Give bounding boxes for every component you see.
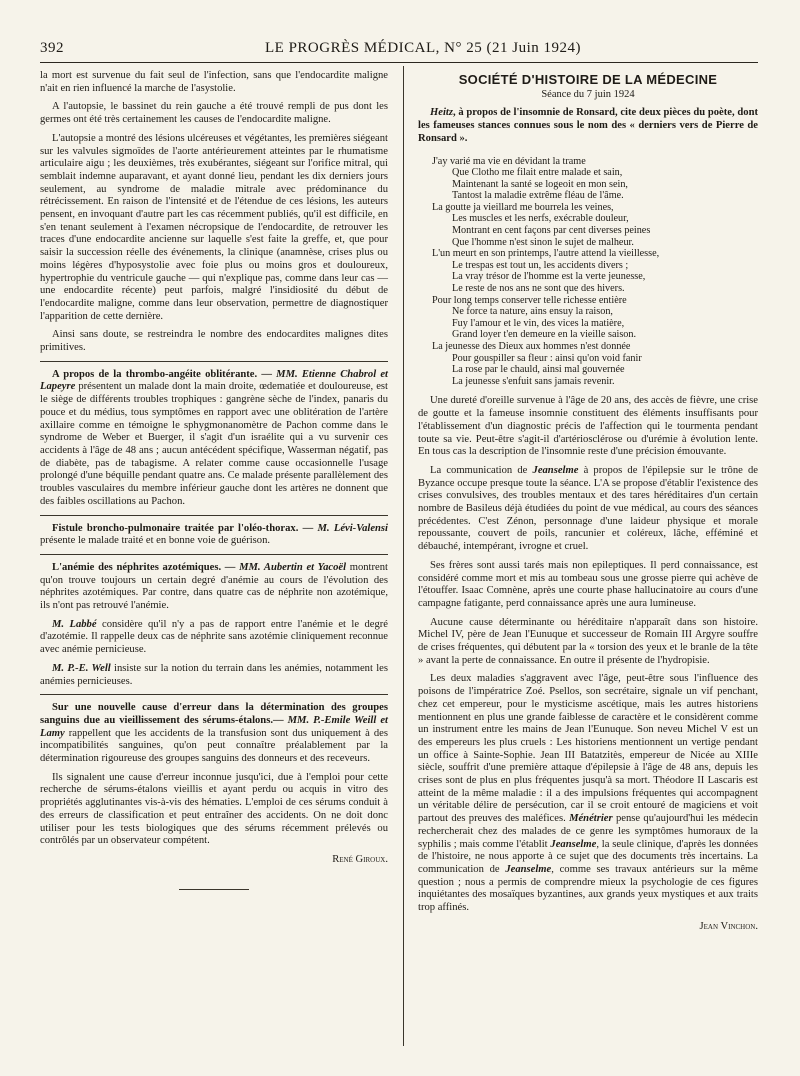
- report-paragraph: [40, 619, 388, 657]
- paragraph: Aucune cause déterminante ou héréditaire n'apparaît dans son histoire. Michel IV, père de Jean l'Eunuque et successeur de Romain III Argyre souffre de crises fréquentes, qui débutent par la « torsion des yeux et le branle de la tête » avant la perte de connaissance. En outre il présente de l'hydropisie.: [418, 616, 758, 666]
- poem-line: Ne force ta nature, ains ensuy la raison,: [452, 306, 613, 318]
- left-column: [40, 70, 388, 890]
- poem-line: Pour long temps conserver telle richesse entière: [432, 294, 627, 306]
- section-date: Séance du 7 juin 1924: [541, 88, 635, 100]
- report-text: considère qu'il n'y a pas de rapport entre l'anémie et le degré d'azotémie. Il rappelle deux cas de néphrite sans azotémie cliniquement reconnue avec anémie pernicieuse.: [40, 618, 388, 656]
- speaker-name: Jeanselme: [550, 838, 597, 850]
- section-separator: [40, 554, 388, 555]
- speaker-name: Jeanselme: [532, 464, 579, 476]
- text-run: , la seule clinique, d'après les données de l'histoire, ne nous apporte à ce sujet que des documents très incertains. La communication de: [418, 838, 758, 875]
- text-run: , comme ses travaux antérieurs sur la même question ; nous a permis de comprendre mieux la psychologie de ces figures inquiétantes des mosaïques byzantines, aux grands yeux mystiques et aux traits trop affinés.: [418, 864, 758, 914]
- report-heading: Sur une nouvelle cause d'erreur dans la détermination des groupes sanguins due au vieillissement des sérums-étalons.—: [40, 702, 388, 726]
- report-paragraph: [40, 663, 388, 688]
- paragraph: [418, 465, 758, 554]
- report-text: présentent un malade dont la main droite, œdematiée et douloureuse, est le siège de différents troubles trophiques : gangrène sèche de l'index, panaris du pouce et du médius, tous symptômes en rapport avec une oblitération de l'artère axillaire comme en témoigne le sphygmonanomètre de Pachon comme dans le syndrome de Weber et Buerger, il s'agit d'un israélite qui a vu survenir ces accidents à l'âge de 48 ans ; aucun antécédent spécifique, Wasserman négatif, pas de diabète, pas de tabagisme. A relater comme cause occasionnelle l'usage prolongé d'une béquille pendant quatre ans. Ce malade présente parallèlement des troubles vasculaires du membre inférieur gauche dont les artères ne donnent que des faibles oscillations au Pachon.: [40, 381, 388, 507]
- report-authors: M. Labbé: [52, 618, 97, 630]
- end-rule: [179, 889, 249, 890]
- poem-line: La jeunesse des Dieux aux hommes n'est donnée: [432, 341, 631, 353]
- poem-line: J'ay varié ma vie en dévidant la trame: [432, 155, 586, 167]
- report-text: rappellent que les accidents de la transfusion sont dus uniquement à des incompatibilités sanguines, qu'on peut connaître préalablement par la détermination rigoureuse des groupes sanguins des donneurs et des receveurs.: [40, 727, 388, 765]
- poem-line: Le reste de nos ans ne sont que des hivers.: [452, 283, 625, 295]
- poem-line: Pour gouspiller sa fleur : ainsi qu'on void fanir: [452, 352, 642, 364]
- page-header: [40, 38, 758, 60]
- poem-line: La goutte ja vieillard me bourrela les veines,: [432, 201, 614, 213]
- poem-line: Le trespas est tout un, les accidents divers ;: [452, 259, 629, 271]
- speaker-name: Ménétrier: [569, 813, 613, 825]
- section-title: SOCIÉTÉ D'HISTOIRE DE LA MÉDECINE: [458, 72, 718, 87]
- poem: [432, 156, 758, 388]
- poem-line: Grand loyer t'en demeure en la vieille saison.: [452, 329, 637, 341]
- poem-line: Les muscles et les nerfs, exécrable douleur,: [452, 213, 629, 225]
- right-column: [418, 70, 758, 934]
- text-run: à propos de l'épilepsie sur le trône de Byzance occupe presque toute la séance. L'A se propose d'établir l'existence des crises convulsives, des troubles mentaux et des tares héréditaires d'un certain nombre de Basileus déjà étudiées du point de vue médical, au cours des séances précédentes. C'est Zénon, personnage d'une laideur physique et morale repoussante, couvert de poils, rancunier et coléreux, lâche, efféminé et débauché, intempérant, ivrogne et cruel.: [418, 464, 758, 553]
- signature: René Giroux.: [332, 853, 388, 865]
- section-separator: [40, 515, 388, 516]
- speaker-name: Heitz: [430, 107, 453, 119]
- report-heading: L'anémie des néphrites azotémiques. —: [52, 561, 240, 573]
- column-divider: [403, 66, 404, 1046]
- poem-line: Tantost la maladie extrême fléau de l'âme.: [452, 190, 624, 202]
- report-heading: Fistule broncho-pulmonaire traitée par l'oléo-thorax. —: [52, 522, 318, 534]
- signature: Jean Vinchon.: [699, 920, 758, 932]
- report-text: insiste sur la notion du terrain dans les anémies, notamment les anémies pernicieuses.: [40, 662, 388, 687]
- poem-line: Que Clotho me filait entre malade et sain,: [452, 167, 623, 179]
- intro-paragraph: [418, 107, 758, 145]
- report-authors: MM. Aubertin et Yacoël: [239, 561, 347, 573]
- text-run: Les deux maladies s'aggravent avec l'âge, peut-être sous l'influence des poisons de l'impératrice Zoé. Psellos, son secrétaire, signale un vif penchant, chez cet empereur, pour le mysticisme ascétique, mais les autres historiens mentionnent en plus une grande faiblesse de caractère et le considèrent comme un instrument entre les mains de Jean l'Eunuque. Son neveu Michel V est un des empereurs les plus cruels : Les historiens mentionnent un vertige pendant un office à Sainte-Sophie. Jean III Batatzitès, empereur de Nicée au XIIIe siècle, souffrit d'une première attaque d'épilepsie à l'âge de 48 ans, depuis les crises sont de plus en plus fréquentes jusqu'à sa mort. Théodore II Lascaris est atteint de la même maladie : il a des impulsions fréquentes qui accompagnent un véritable délire de persécution, car il se croit entouré de magiciens et voit partout des preuves des maléfices.: [418, 673, 758, 825]
- paragraph: [418, 673, 758, 914]
- report-heading: A propos de la thrombo-angéite oblitérante. —: [52, 368, 277, 380]
- report-paragraph: [40, 562, 388, 613]
- report-paragraph: [40, 702, 388, 766]
- poem-line: L'un meurt en son printemps, l'autre attend la vieillesse,: [432, 248, 660, 260]
- paragraph: A l'autopsie, le bassinet du rein gauche a été trouvé rempli de pus dont les germes ont été très certainement les causes de l'endocardite maligne.: [40, 101, 388, 126]
- poem-line: Montrant en cent façons par cent diverses peines: [452, 225, 651, 237]
- poem-line: La jeunesse s'enfuit sans jamais revenir.: [452, 375, 615, 387]
- section-separator: [40, 361, 388, 362]
- report-authors: MM. Etienne Chabrol et Lapeyre: [40, 368, 388, 393]
- poem-line: Fuy l'amour et le vin, des vices la matière,: [452, 317, 625, 329]
- header-rule: [40, 62, 758, 63]
- text-run: pense qu'aujourd'hui les médecin rechercherait chez des malades de ce genre les symptômes humoraux de la syphilis ; mais comme l'établit: [418, 813, 759, 850]
- report-authors: M. Lévi-Valensi: [317, 522, 388, 534]
- report-paragraph: [40, 523, 388, 548]
- paragraph: la mort est survenue du fait seul de l'infection, sans que l'endocardite maligne n'ait en rien influencé la marche de l'asystolie.: [40, 70, 388, 94]
- text-run: La communication de: [430, 464, 533, 476]
- paragraph: L'autopsie a montré des lésions ulcéreuses et végétantes, les premières siégeant sur les valvules sigmoïdes de l'aorte antérieurement atteintes par le rhumatisme articulaire aigu ; les deuxièmes, très exubérantes, siégeant sur l'orifice mitral, qui semblait indemne auparavant, et ayant donné lieu, pendant les dix derniers jours seulement, au syndrome de maladie mitrale avec prédominance du rétrécissement. En raison de l'intensité et de l'étendue de ces lésions, les auteurs pensent, en invoquant d'autre part les cas récemment publiés, qu'il est difficile, en s'en tenant seulement à l'examen nécropsique de l'endocardite, de retrouver les traces d'une endocardite ancienne sur laquelle s'est faite la greffe, et, que pour saisir la succession réelle des événements, la clinique (anamnèse, crises plus ou moins légères d'hyposystolie avec foie plus ou moins gros et douloureux, hypertrophie du ventricule gauche — qui n'explique pas, comme dans leur cas — une endocardite récente) peut parfois, malgré l'insidiosité du début de l'endocardite maligne, comme dans leur observation, permettre de diagnostiquer l'apparition de cette dernière.: [40, 132, 388, 322]
- paragraph: Ils signalent une cause d'erreur inconnue jusqu'ici, due à l'emploi pour cette recherche de sérums-étalons vieillis et ayant perdu ou acquis in vitro des propriétés agglutinantes vis-à-vis des hématies. L'emploi de ces sérums conduit à des erreurs de classification et peut entraîner des accidents. On ne doit donc utiliser pour les tests biologiques que des sérums récemment prélevés ou contrôlés par un observateur compétent.: [40, 771, 388, 847]
- paragraph: Ses frères sont aussi tarés mais non epileptiques. Il perd connaissance, est considéré comme mort et mis au tombeau sous une grosse pierre qui achève de l'étouffer. Isaac Comnène, après une courte phase hallucinatoire au cours d'une campagne fatigante, perd connaissance après une aura lumineuse.: [418, 559, 758, 609]
- report-text: présente le malade traité et en bonne voie de guérison.: [40, 535, 271, 547]
- intro-text: , à propos de l'insomnie de Ronsard, cite deux pièces du poète, dont les fameuses stances connues sous le nom des « derniers vers de Pierre de Ronsard ».: [418, 107, 758, 144]
- page-number: 392: [40, 40, 64, 56]
- report-authors: MM. P.-Emile Weill et Lamy: [40, 714, 389, 739]
- section-separator: [40, 694, 388, 695]
- report-paragraph: [40, 369, 388, 509]
- speaker-name: Jeanselme: [505, 864, 552, 875]
- poem-line: La rose par le chauld, ainsi mal gouvernée: [452, 364, 625, 376]
- paragraph: Une dureté d'oreille survenue à l'âge de 20 ans, des accès de fièvre, une crise de goutte et la fameuse insomnie constituent des éléments insuffisants pour l'établissement d'un diagnostic précis de l'affection qui le tourmenta pendant toute sa vie. Peut-être s'agit-il d'artériosclérose ou d'urémie à évolution lente. En tous cas la description de l'insomnie reste d'une précision émouvante.: [418, 395, 758, 458]
- running-title: LE PROGRÈS MÉDICAL, N° 25 (21 Juin 1924): [265, 40, 582, 56]
- report-authors: M. P.-E. Well: [52, 662, 111, 674]
- poem-line: Que l'homme n'est sinon le sujet de malheur.: [452, 236, 634, 248]
- poem-line: Maintenant la santé se logeoit en mon sein,: [452, 178, 628, 190]
- report-text: montrent qu'on trouve toujours un certain degré d'anémie au cours de l'évolution des néphrites azotémiques. Par contre, dans quatre cas de néphrite non azotémique, ils n'ont pas retrouvé l'anémie.: [40, 561, 388, 612]
- paragraph: Ainsi sans doute, se restreindra le nombre des endocardites malignes dites primitives.: [40, 329, 388, 354]
- poem-line: La vray trésor de l'homme est la verte jeunesse,: [452, 271, 646, 283]
